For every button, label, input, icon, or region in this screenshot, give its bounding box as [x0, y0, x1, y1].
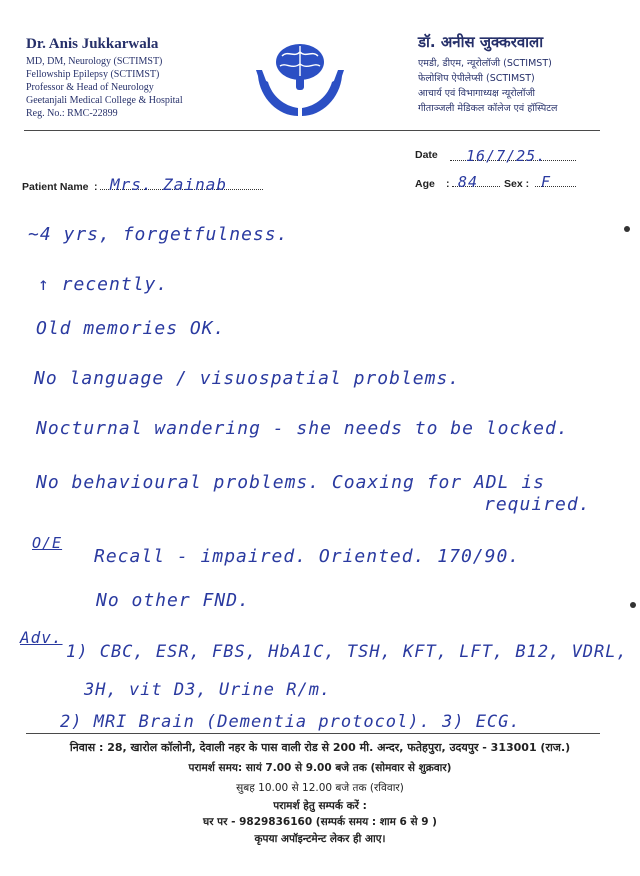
- exam-findings: Recall - impaired. Oriented. 170/90.: [94, 546, 521, 567]
- patient-name-label: Patient Name: [22, 181, 89, 193]
- note-behaviour: No behavioural problems. Coaxing for ADL is: [36, 472, 545, 493]
- sex-value: F: [541, 173, 552, 191]
- sunday-timing: सुबह 10.00 से 12.00 बजे तक (रविवार): [236, 782, 404, 794]
- contact-phone: घर पर - 9829836160 (सम्पर्क समय : शाम 6 से 9 ): [203, 816, 437, 828]
- note-wandering: Nocturnal wandering - she needs to be locked.: [36, 418, 569, 439]
- credential-line: Geetanjali Medical College & Hospital: [26, 95, 183, 106]
- punch-hole: [624, 226, 630, 232]
- credential-line-hindi: फेलोशिप ऐपीलेप्सी (SCTIMST): [418, 73, 535, 84]
- patient-name-field: [100, 175, 263, 194]
- note-language: No language / visuospatial problems.: [34, 368, 461, 389]
- patient-name-colon: :: [94, 181, 98, 193]
- credential-line-hindi: एमडी, डीएम, न्यूरोलॉजी (SCTIMST): [418, 58, 552, 69]
- doctor-info-english: [26, 36, 183, 120]
- advice-investigations-cont: 3H, vit D3, Urine R/m.: [84, 680, 332, 700]
- age-label: Age: [415, 178, 435, 190]
- footer-divider: [26, 733, 600, 734]
- credential-line: Fellowship Epilepsy (SCTIMST): [26, 69, 160, 80]
- punch-hole: [630, 602, 636, 608]
- credential-line-hindi: आचार्य एवं विभागाध्यक्ष न्यूरोलॉजी: [418, 88, 535, 99]
- note-history-duration: ~4 yrs, forgetfulness.: [28, 224, 289, 245]
- age-colon: :: [446, 178, 450, 190]
- note-behaviour-cont: required.: [484, 494, 591, 515]
- header-divider: [24, 130, 600, 131]
- advice-investigations: 1) CBC, ESR, FBS, HbA1C, TSH, KFT, LFT, B12, VDRL,: [66, 642, 628, 662]
- patient-name-value: Mrs. Zainab: [110, 175, 227, 194]
- sex-field: [535, 172, 576, 191]
- doctor-name-hindi: डॉ. अनीस जुक्करवाला: [418, 33, 544, 51]
- contact-heading: परामर्श हेतु सम्पर्क करें :: [273, 800, 367, 812]
- brain-in-hands-icon: [252, 36, 348, 126]
- age-field: [452, 172, 500, 191]
- appointment-note: कृपया अपॉइन्टमेन्ट लेकर ही आए।: [254, 833, 386, 845]
- credential-line: Reg. No.: RMC-22899: [26, 108, 118, 119]
- date-value: 16/7/25.: [466, 147, 547, 165]
- clinic-address: निवास : 28, खारोल कॉलोनी, देवाली नहर के पास वाली रोड से 200 मी. अन्दर, फतेहपुरा, उदयपुर - 313001 (राज.): [69, 741, 571, 754]
- age-value: 84: [458, 173, 479, 191]
- doctor-name-english: Dr. Anis Jukkarwala: [26, 36, 159, 52]
- exam-fnd: No other FND.: [96, 590, 250, 611]
- date-label: Date: [415, 149, 438, 161]
- credential-line: MD, DM, Neurology (SCTIMST): [26, 56, 163, 67]
- advice-imaging: 2) MRI Brain (Dementia protocol). 3) ECG.: [60, 712, 521, 732]
- oe-label: O/E: [32, 534, 63, 552]
- doctor-info-hindi: [418, 32, 558, 116]
- consultation-timing: परामर्श समय: सायं 7.00 से 9.00 बजे तक (सोमवार से शुक्रवार): [188, 762, 452, 774]
- date-field: [450, 146, 576, 165]
- sex-label: Sex :: [504, 178, 530, 190]
- credential-line: Professor & Head of Neurology: [26, 82, 154, 93]
- advice-label: Adv.: [20, 628, 63, 647]
- note-old-memories: Old memories OK.: [36, 318, 226, 339]
- credential-line-hindi: गीताञ्जली मेडिकल कॉलेज एवं हॉस्पिटल: [418, 103, 558, 114]
- note-progression: ↑ recently.: [38, 274, 169, 295]
